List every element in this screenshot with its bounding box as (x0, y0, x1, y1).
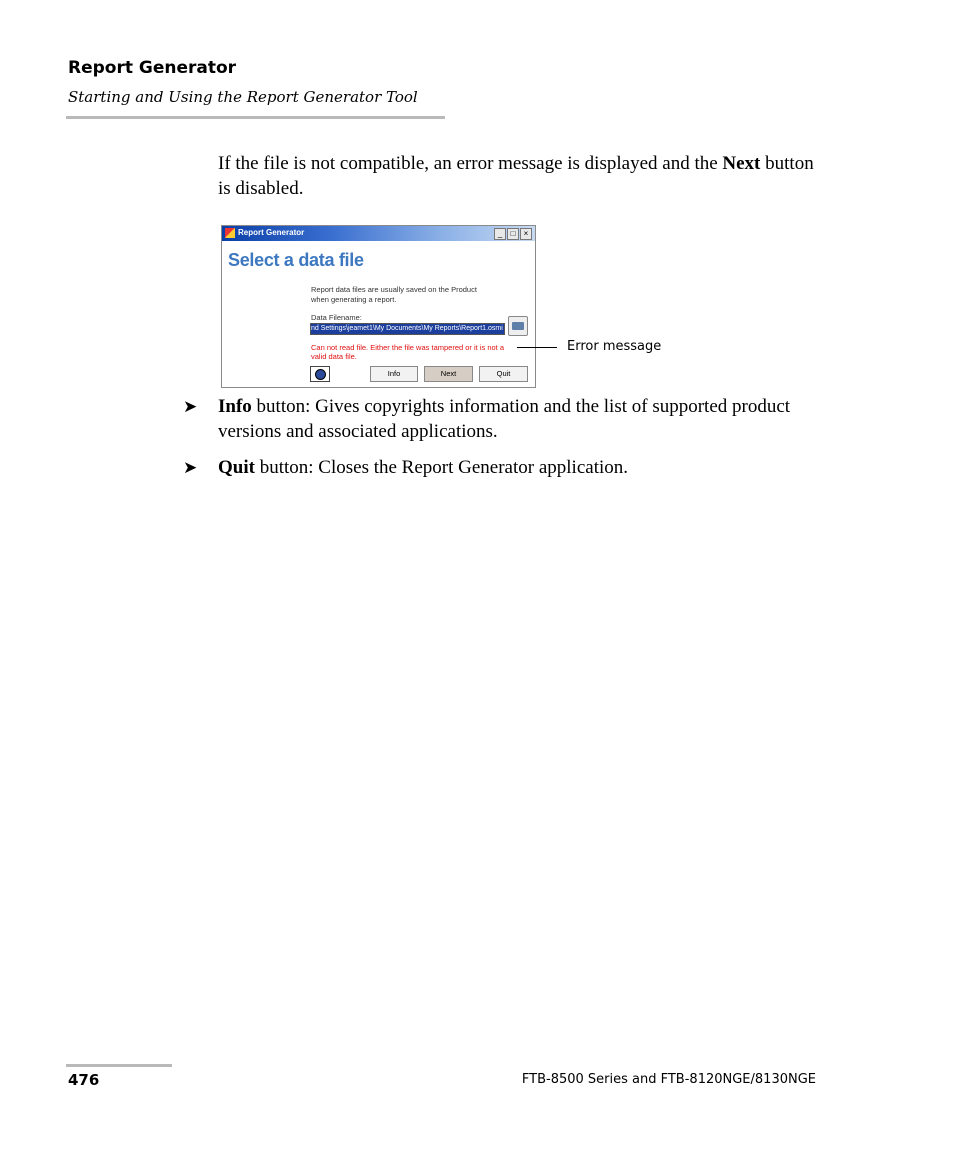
subsection-title: Starting and Using the Report Generator Tool (68, 88, 418, 106)
bullet-quit (183, 455, 823, 480)
dialog-description-line1: Report data files are usually saved on the Product (311, 285, 477, 294)
intro-text-after: button is disabled. (218, 153, 814, 199)
help-button[interactable] (310, 366, 330, 382)
help-icon (315, 369, 326, 380)
intro-text-before: If the file is not compatible, an error message is displayed and the (218, 153, 723, 174)
bullet-quit-text (218, 455, 823, 480)
bullet-arrow-icon: ➤ (183, 458, 198, 477)
dialog-titlebar[interactable] (222, 226, 535, 241)
window-controls (494, 228, 532, 240)
quit-button[interactable]: Quit (479, 366, 528, 382)
header-rule (66, 116, 445, 119)
info-button[interactable]: Info (370, 366, 418, 382)
report-generator-dialog (221, 225, 536, 388)
data-filename-label: Data Filename: (311, 313, 362, 322)
bullet-quit-bold: Quit (218, 457, 255, 478)
app-icon (225, 228, 235, 238)
folder-icon (512, 322, 524, 330)
dialog-description-line2: when generating a report. (311, 295, 397, 304)
maximize-button[interactable]: □ (507, 228, 519, 240)
section-title: Report Generator (68, 58, 237, 78)
bullet-info (183, 394, 823, 444)
intro-bold-next: Next (722, 153, 761, 174)
dialog-heading: Select a data file (228, 250, 364, 270)
error-message: Can not read file. Either the file was tampered or it is not a valid data file. (311, 343, 505, 361)
next-button: Next (424, 366, 473, 382)
bullet-info-bold: Info (218, 396, 252, 417)
page-number: 476 (68, 1071, 100, 1089)
bullet-quit-body: button: Closes the Report Generator application. (254, 457, 629, 478)
callout-label: Error message (567, 339, 662, 354)
dialog-window-title: Report Generator (238, 228, 305, 237)
bullet-arrow-icon: ➤ (183, 397, 198, 416)
bullet-info-text (218, 394, 823, 444)
product-name: FTB-8500 Series and FTB-8120NGE/8130NGE (521, 1072, 816, 1087)
intro-paragraph (218, 151, 828, 201)
browse-button[interactable] (508, 316, 528, 336)
callout-leader-line (517, 347, 557, 348)
bullet-info-body: button: Gives copyrights information and the list of supported product versions and associated applications. (218, 396, 791, 442)
data-filename-input[interactable]: nd Settings\jeamet1\My Documents\My Reports\Report1.osmi (310, 323, 505, 335)
footer-rule (66, 1064, 172, 1067)
close-button[interactable]: × (520, 228, 532, 240)
minimize-button[interactable]: _ (494, 228, 506, 240)
